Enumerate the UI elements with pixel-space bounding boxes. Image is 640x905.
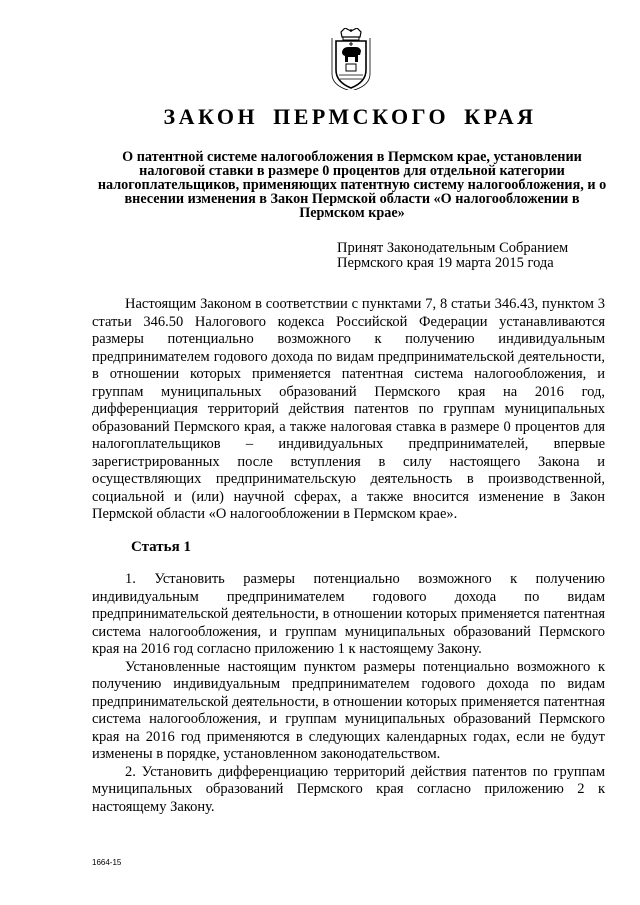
- article-1-paragraph-2: Установленные настоящим пунктом размеры потенциально возможного к получению индивидуальным предпринимателем годового дохода по видам предпринимательской деятельности, в отношении которых применяется патентная система налогообложения, и группам муниципальных образований Пермского края на 2016 год применяются в следующих календарных годах, если не будут изменены в порядке, установленном законодательством.: [92, 658, 605, 762]
- coat-of-arms-icon: [327, 28, 375, 90]
- article-1-paragraph-1: 1. Установить размеры потенциально возможного к получению индивидуальным предпринимателем годового дохода по видам предпринимательской деятельности, в отношении которых применяется патентная система налогообложения, и группам муниципальных образований Пермского края на 2016 год согласно приложению 1 к настоящему Закону.: [92, 571, 605, 657]
- article-1-body: [92, 571, 605, 816]
- article-1-paragraph-3: 2. Установить дифференциацию территорий действия патентов по группам муниципальных образований Пермского края согласно приложению 2 к настоящему Закону.: [92, 763, 605, 815]
- adoption-note: [337, 241, 568, 271]
- document-code: 1664-15: [92, 858, 122, 867]
- law-subject: О патентной системе налогообложения в Пермском крае, установлении налоговой ставки в размере 0 процентов для отдельной категории налогоплательщиков, применяющих патентную систему налогообложения, и о внесении изменения в Закон Пермской области «О налогообложении в Пермском крае»: [97, 149, 607, 221]
- preamble: [92, 296, 605, 524]
- adoption-line-1: Принят Законодательным Собранием: [337, 240, 569, 256]
- law-title: ЗАКОН ПЕРМСКОГО КРАЯ: [163, 104, 537, 129]
- preamble-paragraph: Настоящим Законом в соответствии с пунктами 7, 8 статьи 346.43, пунктом 3 статьи 346.50 Налогового кодекса Российской Федерации устанавливаются размеры потенциально возможного к получению индивидуальным предпринимателем годового дохода по видам предпринимательской деятельности, в отношении которых применяется патентная система налогообложения, и группам муниципальных образований Пермского края на 2016 год, дифференциация территорий действия патентов по группам муниципальных образований Пермского края, а также налоговая ставка в размере 0 процентов для налогоплательщиков – индивидуальных предпринимателей, впервые зарегистрированных после вступления в силу настоящего Закона и осуществляющих предпринимательскую деятельность в производственной, социальной и (или) научной сферах, а также вносится изменение в Закон Пермской области «О налогообложении в Пермском крае».: [92, 296, 605, 522]
- adoption-line-2: Пермского края 19 марта 2015 года: [337, 255, 554, 271]
- article-1-heading: Статья 1: [131, 539, 191, 555]
